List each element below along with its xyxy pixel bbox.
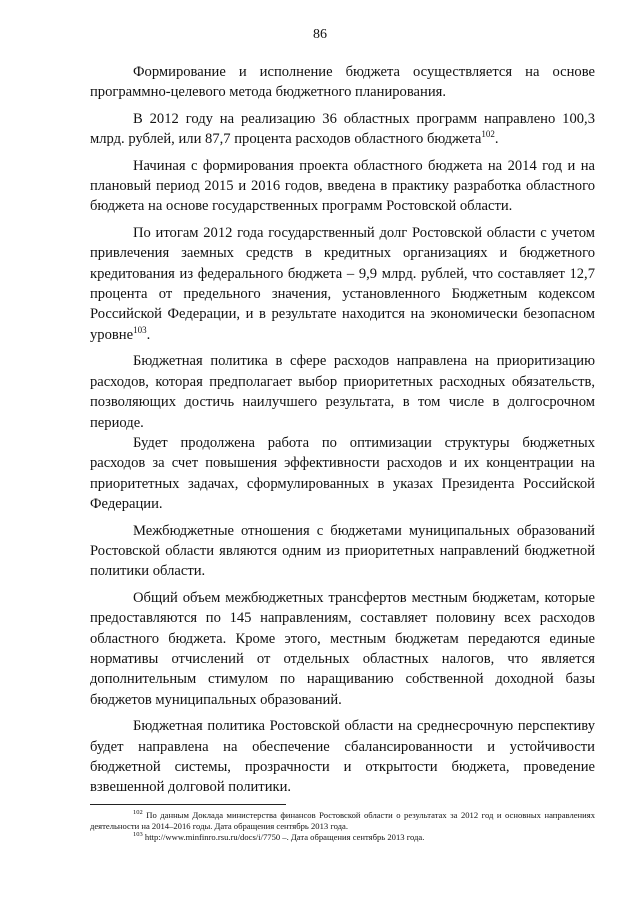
paragraph: Межбюджетные отношения с бюджетами муниципальных образований Ростовской области являются одним из приоритетных направлений бюджетной политики области. bbox=[90, 522, 595, 580]
paragraph: Формирование и исполнение бюджета осуществляется на основе программно-целевого метода бюджетного планирования. bbox=[90, 64, 595, 101]
footnote: $^{102}$ По данным Доклада министерства финансов Ростовской области о результатах за 2012 год и основных направлениях деятельности на 2014–2016 годы. Дата обращения сентябрь 2013 года. bbox=[90, 809, 595, 831]
body-text bbox=[90, 62, 595, 804]
footnote-separator bbox=[90, 804, 286, 805]
footnote bbox=[90, 832, 595, 843]
paragraph: Начиная с формирования проекта областного бюджета на 2014 год и на плановый период 2015 и 2016 годов, введена в практику разработка областного бюджета на основе государственных программ Ростовской области. bbox=[90, 157, 595, 215]
paragraph: По итогам 2012 года государственный долг Ростовской области с учетом привлечения заемных средств в кредитных организациях и бюджетного кредитования из федерального бюджета – 9,9 млрд. рублей, что составляет 12,7 процента от предельного значения, установленного Бюджетным кодексом Российской Федерации, и в результате находится на экономически безопасном уровне$^{103}$. bbox=[90, 224, 595, 343]
footnote-link[interactable]: http://www.minfinro.rsu.ru/docs/i/7750 –. Дата обращения сентябрь 2013 года. bbox=[142, 832, 425, 842]
paragraph: Бюджетная политика в сфере расходов направлена на приоритизацию расходов, которая предполагает выбор приоритетных расходных обязательств, позволяющих достичь наилучшего результата, в том числе в долгосрочном периоде. bbox=[90, 353, 595, 431]
footnote-mark: 102 bbox=[133, 809, 143, 817]
footnotes bbox=[90, 810, 595, 843]
paragraph: Бюджетная политика Ростовской области на среднесрочную перспективу будет направлена на обеспечение сбалансированности и устойчивости бюджетной системы, прозрачности и открытости бюджета, проведение взвешенной долговой политики. bbox=[90, 718, 595, 796]
paragraph: В 2012 году на реализацию 36 областных программ направлено 100,3 млрд. рублей, или 87,7 процента расходов областного бюджета$^{102}$. bbox=[90, 110, 595, 148]
page-number: 86 bbox=[313, 27, 327, 42]
footnote-reference[interactable]: 103 bbox=[133, 325, 147, 336]
footnote-mark: 103 bbox=[133, 831, 143, 839]
paragraph: Общий объем межбюджетных трансфертов местным бюджетам, которые предоставляются по 145 направлениям, составляет половину всех расходов областного бюджета. Кроме этого, местным бюджетам передаются единые нормативы отчислений от отдельных областных налогов, что является дополнительным стимулом по наращиванию собственной доходной базы бюджетов муниципальных образований. bbox=[90, 589, 595, 708]
footnote-reference[interactable]: 102 bbox=[481, 129, 495, 140]
paragraph: Будет продолжена работа по оптимизации структуры бюджетных расходов за счет повышения эффективности расходов и их концентрации на приоритетных задачах, сформулированных в указах Президента Российской Федерации. bbox=[90, 434, 595, 513]
